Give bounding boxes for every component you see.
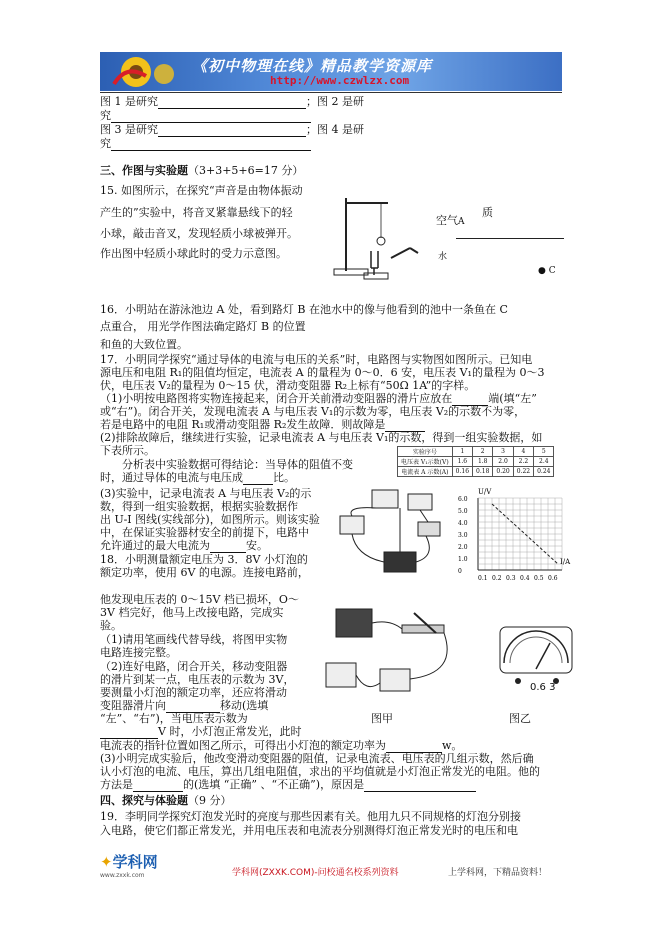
graph-x-tick: 0.4 <box>520 575 530 582</box>
q18-line-10: 要测量小灯泡的额定功率，还应将滑动 <box>100 686 287 699</box>
graph-y-tick: 2.0 <box>458 544 468 551</box>
q17-line-9: 分析表中实验数据可得结论：当导体的阻值不变 <box>122 458 353 471</box>
q15-line-1: 15. 如图所示，在探究“声音是由物体振动 <box>100 184 303 197</box>
q18-line-8: （2)连好电路，闭合开关，移动变阻器 <box>100 660 288 673</box>
q17-line-6: 若是电路中的电阻 R₁或滑动变阻器 R₂发生故障．则故障是 <box>100 418 425 432</box>
q16-line-1: 16．小明站在游泳池边 A 处，看到路灯 B 在池水中的像与他看到的池中一条鱼在 C <box>100 303 508 316</box>
q15-line-4: 作出图中轻质小球此时的受力示意图。 <box>100 247 287 260</box>
fig2-wrap-line: 究 <box>100 109 311 123</box>
table-row: 电流表 A 示数(A) 0.16 0.18 0.20 0.22 0.24 <box>398 467 554 477</box>
q18-line-9: 的滑片到某一点，电压表的示数为 3V， <box>100 673 295 686</box>
q17-line-5: 或“右”)。闭合开关，发现电流表 A 与电压表 V₁的示数为零，电压表 V₂的示数不为零， <box>100 405 526 418</box>
q18-line-14: 电流表的指针位置如图乙所示，可得出小灯泡的额定功率为 w。 <box>100 739 463 752</box>
q18-line-15: (3)小明完成实验后，他改变滑动变阻器的阻值，记录电流表、电压表的几组示数，然后确 <box>100 752 534 765</box>
q17-ui-graph <box>452 486 574 584</box>
q18-line-2: 额定功率，使用 6V 的电源。连接电路前， <box>100 566 309 579</box>
table-header-label: 实验序号 <box>398 447 453 457</box>
table-row: 实验序号 1 2 3 4 5 <box>398 447 554 457</box>
q17-line-3: 伏，电压表 V₂的量程为 0～15 伏，滑动变阻器 R₂上标有“50Ω 1A”的字样。 <box>100 379 476 392</box>
graph-x-tick: 0.5 <box>534 575 544 582</box>
q18-line-4: 3V 档完好，他马上改接电路，完成实 <box>100 606 284 619</box>
section-4-heading: 四、探究与体验题（9 分） <box>100 794 232 807</box>
q18-line-7: 电路连接完整。 <box>100 646 177 659</box>
graph-x-tick: 0.1 <box>478 575 488 582</box>
q16-line-2: 点重合， 用光学作图法确定路灯 B 的位置 <box>100 320 306 333</box>
q17-line-4: （1)小明按电路图将实物连接起来，闭合开关前滑动变阻器的滑片应放在 端(填“左” <box>100 392 537 405</box>
footer-logo-icon: ✦ <box>100 853 113 871</box>
graph-y-tick: 1.0 <box>458 556 468 563</box>
banner-title: 《初中物理在线》精品教学资源库 <box>192 57 433 75</box>
fig4-wrap-line: 究 <box>100 137 311 151</box>
q17-line-7: (2)排除故障后，继续进行实验，记录电流表 A 与电压表 V₁的示数，得到一组实验数据，如 <box>100 431 543 444</box>
fig3-line: 图 3 是研究 ；图 4 是研 <box>100 123 364 136</box>
q18-figure-jia-caption: 图甲 <box>371 712 393 725</box>
q18-figure-yi-caption: 图乙 <box>509 712 531 725</box>
q17-line-13: 出 U-I 图线(实线部分)，如图所示。则该实验 <box>100 513 320 526</box>
q15-tuning-fork-figure <box>326 193 426 281</box>
q17-line-10: 时，通过导体的电流与电压成 比。 <box>100 471 295 484</box>
q17-line-11: (3)实验中，记录电流表 A 与电压表 V₂的示 <box>100 487 312 500</box>
q18-line-17: 方法是 的(选填 “正确” 、“不正确”)，原因是 <box>100 778 476 792</box>
q16-medium-label: 质 <box>482 206 493 219</box>
q17-circuit-figure <box>336 486 448 582</box>
q18-line-3: 他发现电压表的 0～15V 档已损坏，O～ <box>100 593 299 606</box>
footer-middle-text: 学科网(ZXXK.COM)-问校通名校系列资料 <box>232 868 399 878</box>
q18-line-16: 认小灯泡的电流、电压，算出几组电阻值，求出的平均值就是小灯泡正常发光的电阻。他的 <box>100 765 540 778</box>
q18-line-6: （1)请用笔画线代替导线，将图甲实物 <box>100 633 288 646</box>
graph-x-tick: 0.3 <box>506 575 516 582</box>
q16-water-surface <box>456 238 564 239</box>
q18-line-11: 变阻器滑片向 移动(选填 <box>100 699 269 712</box>
q18-line-13: V 时，小灯泡正常发光，此时 <box>100 725 301 739</box>
q17-line-1: 17．小明同学探究“通过导体的电流与电压的关系”时，电路图与实物图如图所示。已知电 <box>100 353 533 366</box>
graph-y-tick: 0 <box>458 568 462 575</box>
q16-point-c: ● C <box>538 266 556 276</box>
graph-y-label: U/V <box>478 488 492 496</box>
q17-line-14: 中，在保证实验器材安全的前提下，电路中 <box>100 526 309 539</box>
graph-x-label: I/A <box>560 558 571 566</box>
q18-circuit-figure-jia <box>318 603 488 713</box>
graph-x-tick: 0.2 <box>492 575 502 582</box>
q18-line-12: “左”、“右”)，当电压表示数为 <box>100 712 248 725</box>
header-rule <box>100 92 562 93</box>
footer-logo: ✦学科网 www.zxxk.com <box>100 853 158 879</box>
graph-y-tick: 6.0 <box>458 496 468 503</box>
graph-x-tick: 0.6 <box>548 575 558 582</box>
footer-right-text: 上学科网，下精品资料！ <box>448 868 548 878</box>
header-banner <box>100 52 562 91</box>
graph-y-tick: 5.0 <box>458 508 468 515</box>
graph-y-tick: 3.0 <box>458 532 468 539</box>
fig1-line: 图 1 是研究 ；图 2 是研 <box>100 95 364 108</box>
q17-line-8: 下表所示。 <box>100 444 155 457</box>
q17-line-2: 源电压和电阻 R₁的阻值均恒定，电流表 A 的量程为 0～0．6 安，电压表 V₁的量程为 0～3 <box>100 366 545 379</box>
table-row: 电压表 V₁示数(V) 1.6 1.8 2.0 2.2 2.4 <box>398 457 554 467</box>
q16-water-label: 水 <box>438 252 448 262</box>
q17-data-table <box>397 446 554 477</box>
q15-line-3: 小球，敲击音叉，发现轻质小球被弹开。 <box>100 227 298 240</box>
logo-flower-icon <box>106 54 176 90</box>
banner-url: http://www.czwlzx.com <box>270 74 410 87</box>
q17-line-15: 允许通过的最大电流为 安。 <box>100 539 268 552</box>
section-3-heading: 三、作图与实验题（3+3+5+6=17 分） <box>100 164 304 177</box>
graph-y-tick: 4.0 <box>458 520 468 527</box>
ammeter-terminal-labels: 0.6 3 <box>530 682 556 693</box>
q19-line-2: 入电路，使它们都正常发光，并用电压表和电流表分别测得灯泡正常发光时的电压和电 <box>100 824 518 837</box>
q16-line-3: 和鱼的大致位置。 <box>100 338 188 351</box>
q19-line-1: 19．李明同学探究灯泡发光时的亮度与那些因素有关。他用九只不同规格的灯泡分别接 <box>100 810 521 823</box>
q16-air-label: 空气A <box>436 214 465 227</box>
q18-line-5: 验。 <box>100 619 122 632</box>
q17-line-12: 数，得到一组实验数据，根据实验数据作 <box>100 500 298 513</box>
q18-line-1: 18．小明测量额定电压为 3．8V 小灯泡的 <box>100 553 308 566</box>
graph-grid <box>478 498 562 570</box>
q15-line-2: 产生的”实验中，将音叉紧靠悬线下的轻 <box>100 206 293 219</box>
